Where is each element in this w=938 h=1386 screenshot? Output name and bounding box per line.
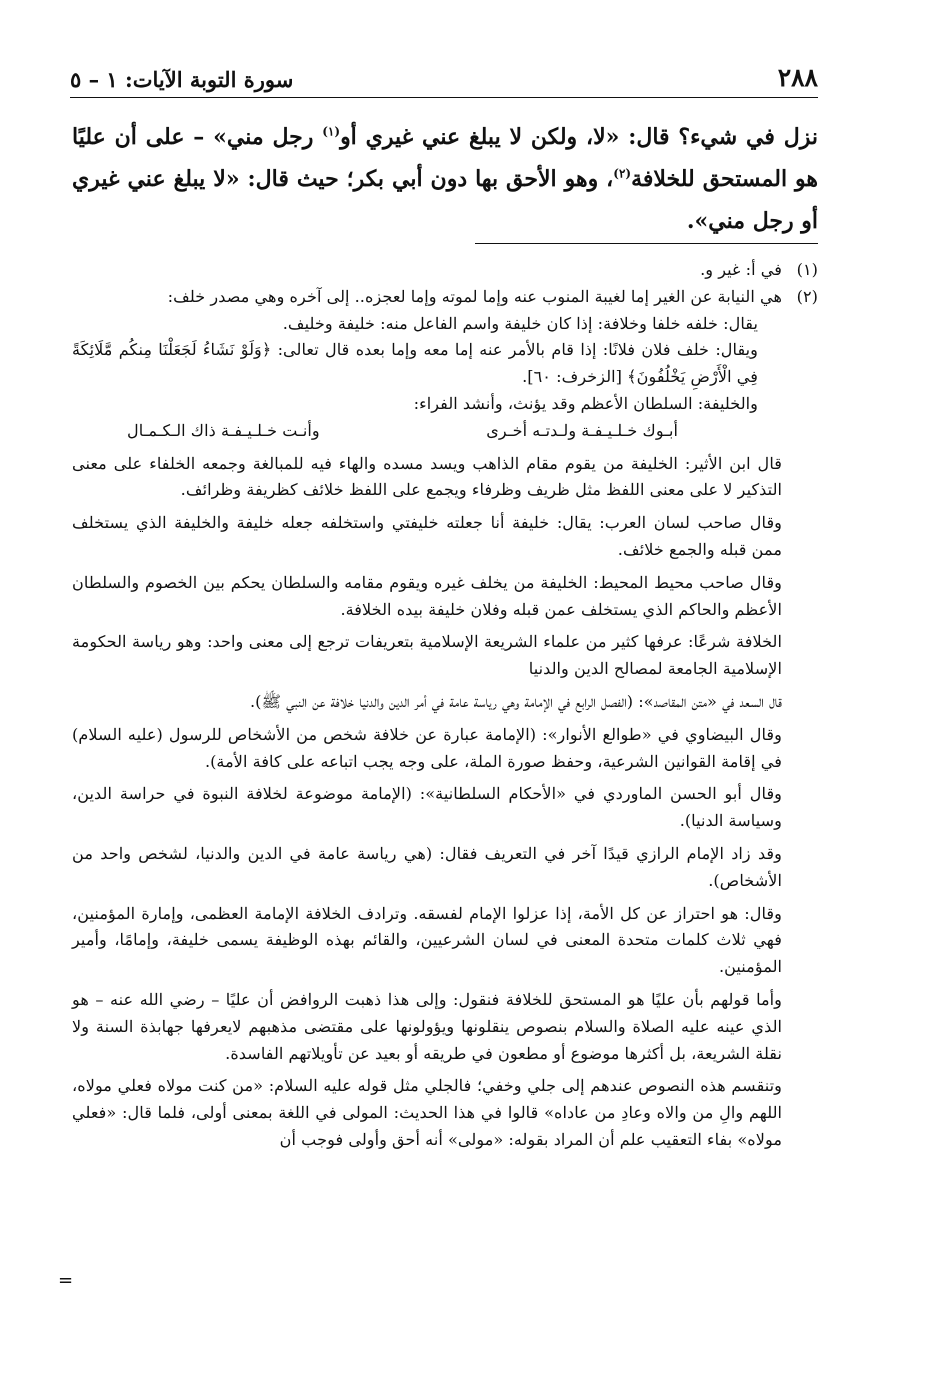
footnote-paragraph: قال ابن الأثير: الخليفة من يقوم مقام الذاهب ويسد مسده والهاء فيه للمبالغة وجمعه الخلفاء على معنى التذكير لا على معنى اللفظ مثل ظريف وظرفاء ويجمع على اللفظ خلائف كظريفة وظرائف.	[72, 453, 782, 500]
footnote-line: يقال: خلفه خلفا وخلافة: إذا كان خليفة واسم الفاعل منه: خليفة وخليف.	[282, 313, 758, 333]
footnote-paragraph: وقال صاحب لسان العرب: يقال: خليفة أنا جعلته خليفتي واستخلفه جعله خليفة والخليفة الذي يستخلف ممن قبله والجمع خلائف.	[72, 513, 782, 559]
footnote-ref-1: (١)	[322, 124, 341, 139]
footnote-number: (١)	[796, 260, 818, 279]
footnote-line: والخليفة: السلطان الأعظم وقد يؤنث، وأنشد الفراء:	[413, 393, 758, 413]
page-header	[70, 58, 818, 92]
header-rule	[70, 97, 818, 98]
main-text-part-3: ، وهو الأحق بها دون أبي بكر؛ حيث قال: «لا يبلغ عني غيري أو رجل مني».	[72, 166, 818, 234]
section-title: سورة التوبة الآيات: ١ – ٥	[70, 67, 294, 92]
footnote-line: ويقال: خلف فلان فلانًا: إذا قام بالأمر عنه إما معه وإما بعده قال تعالى: ﴿وَلَوْ نَشَاءُ لَجَعَلْنَا مِنكُم مَّلَائِكَةً فِي الْأَرْضِ يَخْلُفُونَ﴾ [الزخرف: ٦٠].	[72, 340, 758, 387]
poem-hemistich-1: أبـوك خـلـيـفـة ولـدتـه أخـرى	[486, 420, 678, 440]
footnote-text: هي النيابة عن الغير إما لغيبة المنوب عنه وإما لموته وإما لعجزه.. إلى آخره وهي مصدر خلف:	[167, 286, 782, 306]
footnote-number: (٢)	[796, 286, 818, 306]
footnote-paragraph: وقد زاد الإمام الرازي قيدًا آخر في التعريف فقال: (هي رياسة عامة في الدين والدنيا، لشخص واحد من الأشخاص).	[72, 843, 782, 890]
footnote-paragraph: وأما قولهم بأن عليًا هو المستحق للخلافة فنقول: وإلى هذا ذهبت الروافض أن عليًا – رضي الله عنه – هو الذي عينه عليه الصلاة والسلام بنصوص ينقلونها ويؤولونها على مقتضى مذهبهم لايعرفها جهابذة السنة ولا نقلة الشريعة، بل أكثرها موضوع أو مطعون في طريقه أو بعيد عن تأويلاتهم الفاسدة.	[72, 989, 782, 1063]
main-text	[72, 116, 818, 242]
footnote-1	[72, 257, 818, 284]
footnote-paragraph: قال السعد في «متن المقاصد»: (الفصل الرابع في الإمامة وهي رياسة عامة في أمر الدين والدنيا خلافة عن النبي ﷺ).	[250, 691, 782, 711]
footnote-text: في أ: غير و.	[700, 260, 782, 279]
footnote-paragraph: الخلافة شرعًا: عرفها كثير من علماء الشريعة الإسلامية بتعريفات ترجع إلى معنى واحد: وهو رياسة الحكومة الإسلامية الجامعة لمصالح الدين والدنيا	[72, 632, 782, 679]
footnote-paragraph: وقال أبو الحسن الماوردي في «الأحكام السلطانية»: (الإمامة موضوعة لخلافة النبوة في حراسة الدين، وسياسة الدنيا).	[72, 784, 782, 831]
main-text-part-2: رجل مني» – على أن عليًا هو المستحق للخلافة	[72, 124, 818, 192]
footnotes	[72, 257, 818, 1154]
poem-verse	[72, 418, 818, 445]
footnote-paragraph: وقال صاحب محيط المحيط: الخليفة من يخلف غيره ويقوم مقامه والسلطان يحكم بين الخصوم والسلطان الأعظم والحاكم الذي يستخلف عمن قبله وفلان خليفة بيده الخلافة.	[72, 572, 782, 619]
continuation-mark: =	[58, 1270, 74, 1291]
footnote-2	[72, 284, 818, 311]
poem-hemistich-2: وأنـت خـلـيـفـة ذاك الـكـمـال	[127, 420, 320, 440]
footnote-paragraph: وقال: هو احتراز عن كل الأمة، إذا عزلوا الإمام لفسقه. وترادف الخلافة الإمامة العظمى، وإمارة المؤمنين، فهي ثلاث كلمات متحدة المعنى في لسان الشرعيين، والقائم بهذه الوظيفة يسمى خليفة، وإمامًا، وأمير المؤمنين.	[72, 903, 782, 977]
page-number: ٢٨٨	[777, 63, 818, 92]
footnote-separator	[475, 243, 818, 244]
footnote-paragraph: وقال البيضاوي في «طوالع الأنوار»: (الإمامة عبارة عن خلافة شخص من الأشخاص للرسول (عليه السلام) في إقامة القوانين الشرعية، وحفظ صورة الملة، على وجه يجب اتباعه على كافة الأمة).	[72, 724, 782, 771]
footnote-ref-2: (٢)	[613, 166, 632, 181]
footnote-paragraph: وتنقسم هذه النصوص عندهم إلى جلي وخفي؛ فالجلي مثل قوله عليه السلام: «من كنت مولاه فعلي مولاه، اللهم والِ من والاه وعادِ من عاداه» قالوا في هذا الحديث: المولى في اللغة بمعنى أولى، فلما قال: «فعلي مولاه» بفاء التعقيب علم أن المراد بقوله: «مولى» أنه أحق وأولى فوجب أن	[72, 1076, 782, 1149]
main-text-part-1: نزل في شيء؟ قال: «لا، ولكن لا يبلغ عني غيري أو	[340, 124, 818, 150]
